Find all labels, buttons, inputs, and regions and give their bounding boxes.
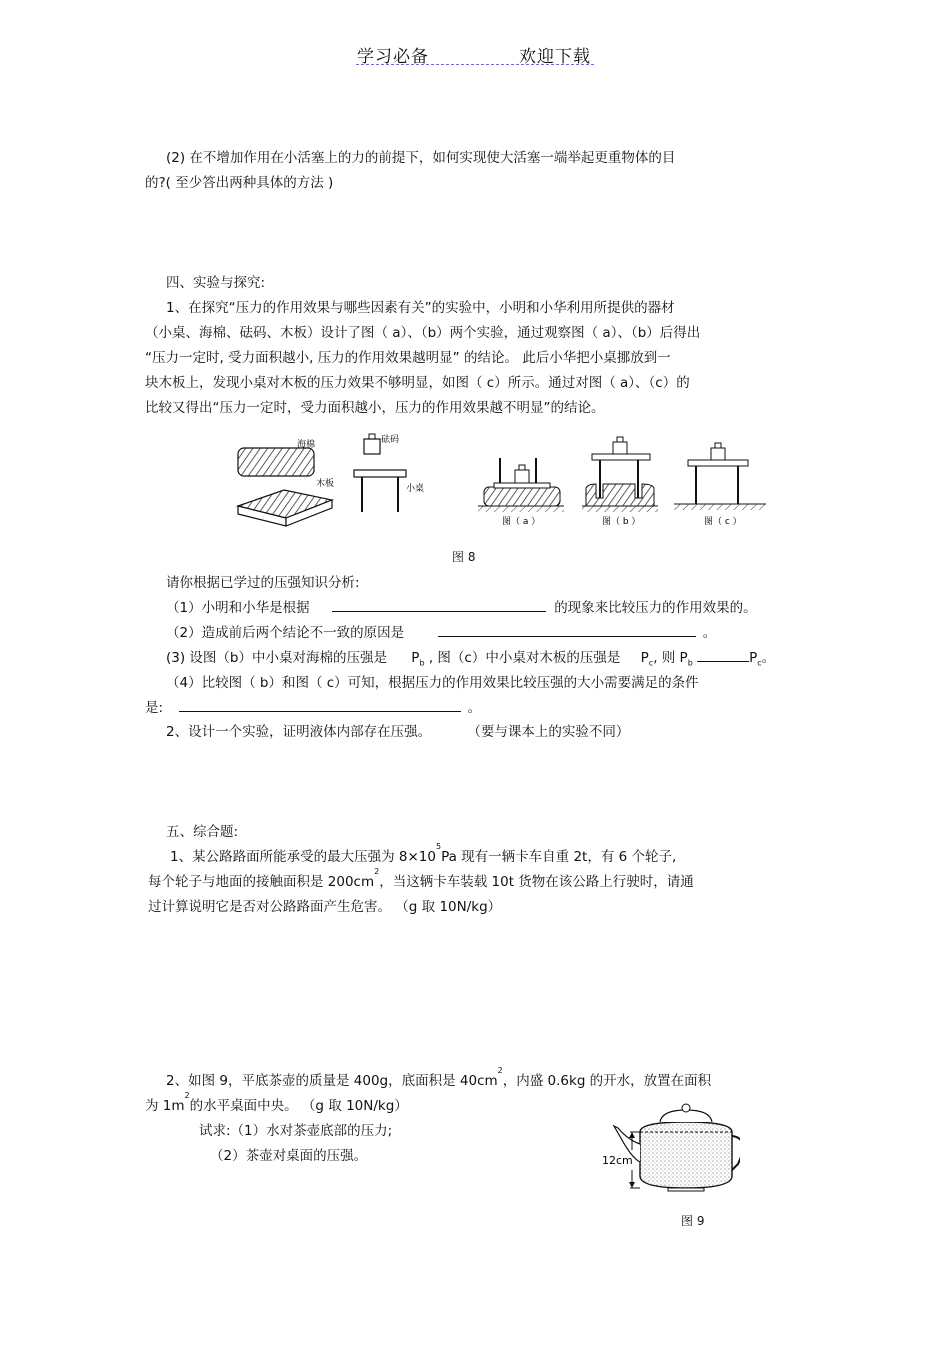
figure-8 xyxy=(230,428,770,534)
section4-p1-line2: （小桌、海棉、砝码、木板）设计了图（ a）、（b）两个实验，通过观察图（ a）、（b）后得出 xyxy=(145,325,701,341)
section5-q1-line2-a: 每个轮子与地面的接触面积是 200cm xyxy=(148,874,375,890)
board-shape xyxy=(238,490,332,526)
section5-q2-line1-sup: 2 xyxy=(497,1066,503,1075)
figure-9-caption: 图 9 xyxy=(681,1214,705,1228)
section5-q1-line1-b: Pa 现有一辆卡车自重 2t，有 6 个轮子, xyxy=(441,849,677,865)
section5-q2-line1-b: ，内盛 0.6kg 的开水，放置在面积 xyxy=(502,1073,712,1089)
teapot-height-label: 12cm xyxy=(602,1154,633,1167)
section5-q2-line1 xyxy=(166,1066,712,1089)
section5-q1-line1-sup: 5 xyxy=(435,842,442,851)
analysis-intro: 请你根据已学过的压强知识分析: xyxy=(166,575,360,591)
section5-q2-line2-b: 的水平桌面中央。 （g 取 10N/kg） xyxy=(189,1098,408,1114)
figure-b-drawing xyxy=(582,437,658,512)
section5-q1-line1-a: 1、某公路路面所能承受的最大压强为 8×10 xyxy=(170,849,436,865)
figure-9-teapot xyxy=(600,1100,740,1196)
caption-b: 图（ b ） xyxy=(602,517,641,527)
caption-a: 图（ a ） xyxy=(502,517,541,527)
analysis-q1-text: （1）小明和小华是根据 xyxy=(166,600,310,616)
section4-p1-line1: 1、在探究“压力的作用效果与哪些因素有关”的实验中，小明和小华利用所提供的器材 xyxy=(166,300,675,316)
figure-a-drawing xyxy=(478,458,564,512)
header-underline xyxy=(356,64,594,65)
section4-p1-line4: 块木板上，发现小桌对木板的压力效果不够明显，如图（ c）所示。通过对图（ a）、（c）的 xyxy=(145,375,690,391)
section5-q1-line2-sup: 2 xyxy=(374,867,380,876)
analysis-q2 xyxy=(166,621,716,641)
table-shape xyxy=(354,470,406,512)
q2-2-line2: 的?( 至少答出两种具体的方法 ) xyxy=(145,175,334,191)
q2-2-line1: (2) 在不增加作用在小活塞上的力的前提下，如何实现使大活塞一端举起更重物体的目 xyxy=(166,150,676,166)
analysis-q3 xyxy=(166,646,775,668)
section5-q2-ask1: 试求:（1）水对茶壶底部的压力; xyxy=(199,1123,393,1139)
section5-q2-line2-a: 为 1m xyxy=(145,1098,185,1114)
analysis-q4-line1: （4）比较图（ b）和图（ c）可知，根据压力的作用效果比较压强的大小需要满足的条件 xyxy=(166,675,699,691)
analysis-q4-line2 xyxy=(145,696,481,716)
label-board: 木板 xyxy=(316,479,335,489)
analysis-q2-blank[interactable] xyxy=(438,622,696,637)
section5-q1-line2 xyxy=(148,867,694,890)
section5-q2-line2-sup: 2 xyxy=(184,1091,190,1100)
analysis-q3-text: (3) 设图（b）中小桌对海棉的压强是 xyxy=(166,650,387,666)
section5-title: 五、综合题: xyxy=(166,824,239,840)
analysis-q3-pb-sub: b xyxy=(419,658,425,668)
section5-q1-line3: 过计算说明它是否对公路路面产生危害。 （g 取 10N/kg） xyxy=(148,899,502,915)
analysis-q3-final: 。 xyxy=(761,650,776,666)
section5-q2-line1-a: 2、如图 9，平底茶壶的质量是 400g，底面积是 40cm xyxy=(166,1073,498,1089)
sponge-shape xyxy=(238,448,314,476)
section5-q1-line2-b: ，当这辆卡车装载 10t 货物在该公路上行驶时，请通 xyxy=(379,874,694,890)
section5-q2-line2 xyxy=(145,1091,408,1114)
weight-shape xyxy=(364,434,380,454)
analysis-q3-end-sub: c xyxy=(757,658,762,668)
header-left: 学习必备 xyxy=(357,47,429,67)
figure-c-drawing xyxy=(674,443,766,510)
caption-c: 图（ c ） xyxy=(704,517,742,527)
section5-q2-ask2: （2）茶壶对桌面的压强。 xyxy=(210,1148,368,1164)
analysis-q4-label: 是: xyxy=(145,700,164,716)
section4-q2-text: 2、设计一个实验，证明液体内部存在压强。 xyxy=(166,724,432,740)
analysis-q1-suffix: 的现象来比较压力的作用效果的。 xyxy=(554,600,757,616)
analysis-q3-pc-sub: c xyxy=(648,658,654,668)
analysis-q3-end: P xyxy=(749,650,758,666)
label-table: 小桌 xyxy=(406,484,425,494)
section4-p1-line3: “压力一定时, 受力面积越小, 压力的作用效果越明显” 的结论。 此后小华把小桌挪放到一 xyxy=(145,350,671,366)
teapot-body xyxy=(614,1104,740,1191)
analysis-q3-pc: P xyxy=(640,650,649,666)
header-right: 欢迎下载 xyxy=(519,47,591,67)
section4-q2-note: （要与课本上的实验不同） xyxy=(467,724,630,740)
analysis-q3-then-sub: b xyxy=(687,658,693,668)
analysis-q3-pb: P xyxy=(411,650,420,666)
label-sponge: 海棉 xyxy=(297,440,316,450)
label-weight: 砝码 xyxy=(381,435,400,445)
section4-title: 四、实验与探究: xyxy=(166,275,266,291)
analysis-q4-suffix: 。 xyxy=(467,700,482,716)
section4-q2 xyxy=(166,720,629,740)
analysis-q3-blank[interactable] xyxy=(697,647,749,662)
analysis-q1 xyxy=(166,596,757,616)
analysis-q2-suffix: 。 xyxy=(702,625,717,641)
analysis-q3-then: , 则 P xyxy=(653,650,688,666)
section5-q1-line1 xyxy=(170,842,677,865)
section4-p1-line5: 比较又得出“压力一定时，受力面积越小，压力的作用效果越不明显”的结论。 xyxy=(145,400,605,416)
analysis-q3-mid: , 图（c）中小桌对木板的压强是 xyxy=(428,650,621,666)
analysis-q2-text: （2）造成前后两个结论不一致的原因是 xyxy=(166,625,405,641)
analysis-q1-blank[interactable] xyxy=(332,597,546,612)
figure-8-caption: 图 8 xyxy=(452,550,476,564)
analysis-q4-blank[interactable] xyxy=(179,697,461,712)
